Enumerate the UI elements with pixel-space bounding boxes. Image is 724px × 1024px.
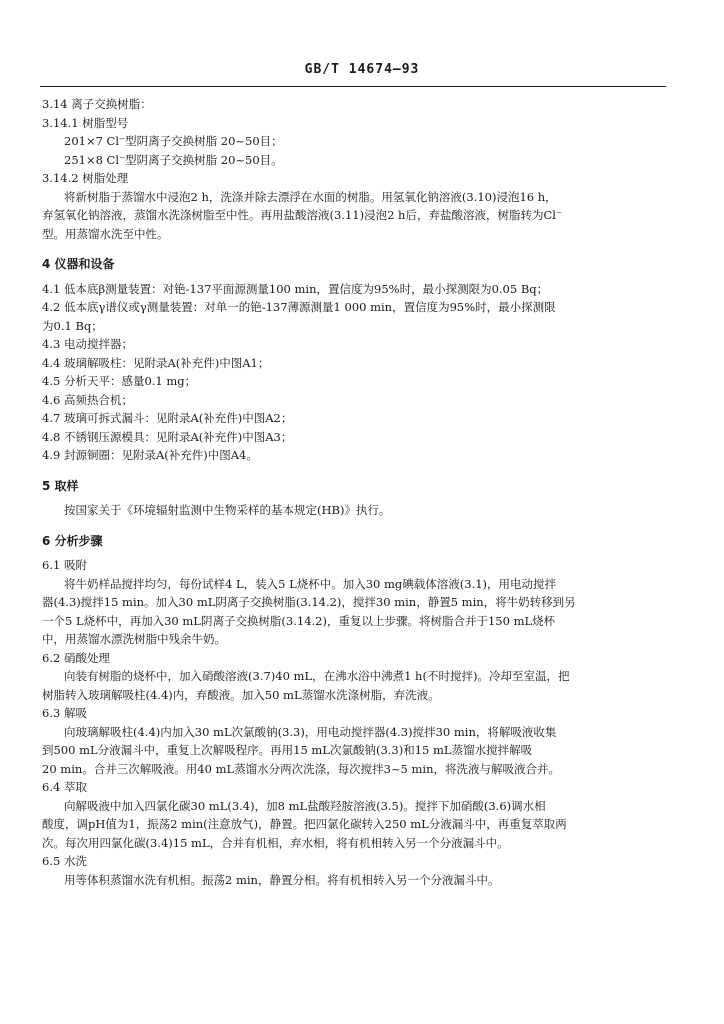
clause-6-1-title: 6.1 吸附: [42, 558, 87, 572]
desorption-line-3: 20 min。合并三次解吸液。用40 mL蒸馏水分两次洗涤，每次搅拌3~5 min，将洗液与解吸液合并。: [42, 761, 561, 776]
instrument-4-8: 4.8 不锈钢压源模具：见附录A(补充件)中图A3；: [42, 429, 293, 444]
adsorption-line-2: 器(4.3)搅拌15 min。加入30 mL阴离子交换树脂(3.14.2)，搅拌30 min，静置5 min，将牛奶转移到另: [42, 595, 576, 609]
clause-6-2-title: 6.2 硝酸处理: [42, 650, 110, 665]
water-wash-line-1: 用等体积蒸馏水洗有机相。振荡2 min，静置分相。将有机相转入另一个分液漏斗中。: [64, 872, 500, 887]
resin-type-1: 201×7 Cl⁻型阴离子交换树脂 20~50目；: [64, 134, 283, 148]
clause-3-14-1-title: 3.14.1 树脂型号: [42, 115, 129, 130]
sampling-text: 按国家关于《环境辐射监测中生物采样的基本规定(HB)》执行。: [64, 503, 391, 517]
section-4-title: 4 仪器和设备: [42, 257, 115, 271]
desorption-line-2: 到500 mL分液漏斗中，重复上次解吸程序。再用15 mL次氯酸钠(3.3)和15 mL蒸馏水搅拌解吸: [42, 743, 533, 757]
resin-treatment-line-3: 型。用蒸馏水洗至中性。: [42, 226, 169, 241]
resin-treatment-line-1: 将新树脂于蒸馏水中浸泡2 h，洗涤并除去漂浮在水面的树脂。用氢氧化钠溶液(3.10)浸泡16 h，: [64, 189, 557, 204]
clause-3-14-2-title: 3.14.2 树脂处理: [42, 171, 129, 185]
nitric-treatment-line-2: 树脂转入玻璃解吸柱(4.4)内，弃酸液。加入50 mL蒸馏水洗涤树脂，弃洗液。: [42, 687, 440, 702]
document-body: [42, 95, 668, 889]
extraction-line-2: 酸度，调pH值为1，振荡2 min(注意放气)，静置。把四氯化碳转入250 mL分液漏斗中，再重复萃取两: [42, 817, 567, 831]
header-rule: [40, 86, 666, 87]
section-6-title: 6 分析步骤: [42, 533, 103, 548]
extraction-line-3: 次。每次用四氯化碳(3.4)15 mL，合并有机相，弃水相，将有机相转入另一个分液漏斗中。: [42, 835, 509, 850]
standard-code-header: GB/T 14674—93: [304, 62, 420, 77]
instrument-4-2: 4.2 低本底γ谱仪或γ测量装置：对单一的铯-137薄源测量1 000 min，置信度为95%时，最小探测限: [42, 300, 556, 314]
resin-treatment-line-2: 弃氢氧化钠溶液，蒸馏水洗涤树脂至中性。再用盐酸溶液(3.11)浸泡2 h后，弃盐酸溶液，树脂转为Cl⁻: [42, 208, 562, 222]
nitric-treatment-line-1: 向装有树脂的烧杯中，加入硝酸溶液(3.7)40 mL，在沸水浴中沸煮1 h(不时搅拌)。冷却至室温，把: [64, 669, 570, 683]
clause-6-4-title: 6.4 萃取: [42, 780, 87, 794]
adsorption-line-3: 一个5 L烧杯中，再加入30 mL阴离子交换树脂(3.14.2)，重复以上步骤。将树脂合并于150 mL烧杯: [42, 613, 556, 628]
clause-3-14-title: 3.14 离子交换树脂：: [42, 97, 152, 111]
clause-6-5-title: 6.5 水洗: [42, 854, 87, 868]
instrument-4-6: 4.6 高频热合机；: [42, 392, 133, 407]
adsorption-line-1: 将牛奶样品搅拌均匀，每份试样4 L，装入5 L烧杯中。加入30 mg碘载体溶液(3.1)，用电动搅拌: [64, 576, 557, 591]
instrument-4-4: 4.4 玻璃解吸柱：见附录A(补充件)中图A1；: [42, 355, 270, 370]
instrument-4-1: 4.1 低本底β测量装置：对铯-137平面源测量100 min，置信度为95%时，最小探测限为0.05 Bq；: [42, 281, 549, 296]
instrument-4-5: 4.5 分析天平：感量0.1 mg；: [42, 374, 197, 388]
resin-type-2: 251×8 Cl⁻型阴离子交换树脂 20~50目。: [64, 152, 283, 167]
section-5-title: 5 取样: [42, 478, 79, 493]
clause-6-3-title: 6.3 解吸: [42, 706, 87, 720]
desorption-line-1: 向玻璃解吸柱(4.4)内加入30 mL次氯酸钠(3.3)，用电动搅拌器(4.3)搅拌30 min，将解吸液收集: [64, 724, 557, 739]
adsorption-line-4: 中，用蒸馏水漂洗树脂中残余牛奶。: [42, 632, 226, 646]
instrument-4-7: 4.7 玻璃可拆式漏斗：见附录A(补充件)中图A2；: [42, 411, 293, 425]
instrument-4-9: 4.9 封源铜圈：见附录A(补充件)中图A4。: [42, 448, 258, 462]
instrument-4-3: 4.3 电动搅拌器；: [42, 337, 133, 351]
extraction-line-1: 向解吸液中加入四氯化碳30 mL(3.4)，加8 mL盐酸羟胺溶液(3.5)。搅拌下加硝酸(3.6)调水相: [64, 798, 546, 813]
instrument-4-2-cont: 为0.1 Bq；: [42, 318, 103, 333]
